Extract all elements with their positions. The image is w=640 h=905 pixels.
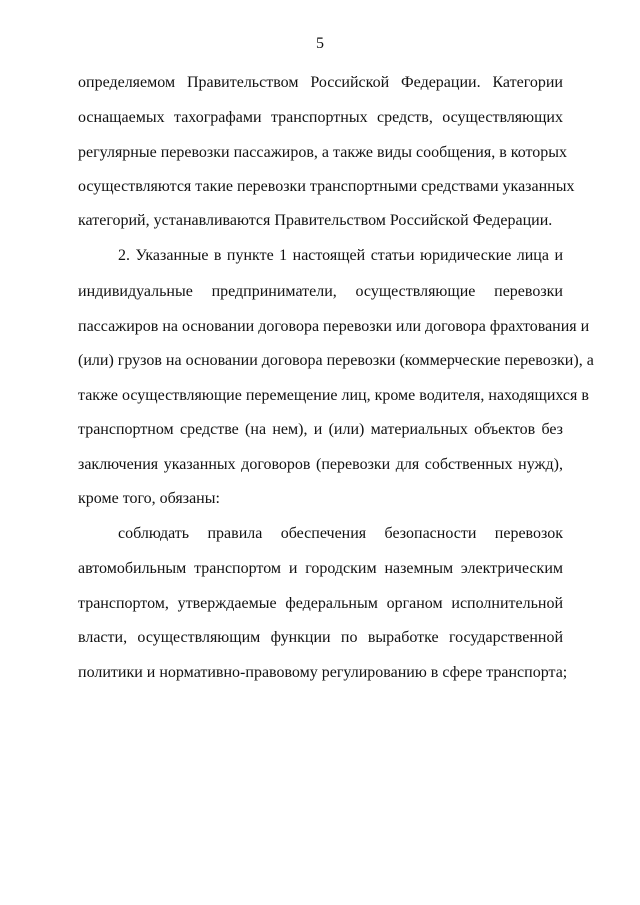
- text-line: транспортном средстве (на нем), и (или) материальных объектов без: [78, 421, 563, 438]
- text-line: (или) грузов на основании договора перевозки (коммерческие перевозки), а: [78, 352, 594, 369]
- text-line: кроме того, обязаны:: [78, 490, 220, 507]
- text-line: соблюдать правила обеспечения безопасности перевозок: [118, 525, 563, 542]
- text-line: регулярные перевозки пассажиров, а также виды сообщения, в которых: [78, 144, 568, 161]
- text-line: категорий, устанавливаются Правительством Российской Федерации.: [78, 212, 553, 229]
- text-line: также осуществляющие перемещение лиц, кроме водителя, находящихся в: [78, 387, 589, 404]
- text-line: оснащаемых тахографами транспортных средств, осуществляющих: [78, 109, 563, 126]
- text-line: заключения указанных договоров (перевозки для собственных нужд),: [78, 456, 563, 473]
- page-number: 5: [316, 35, 324, 52]
- text-line: пассажиров на основании договора перевозки или договора фрахтования и: [78, 318, 590, 335]
- text-line: власти, осуществляющим функции по выработке государственной: [78, 629, 563, 646]
- text-line: политики и нормативно-правовому регулированию в сфере транспорта;: [78, 664, 568, 681]
- text-line: автомобильным транспортом и городским наземным электрическим: [78, 560, 563, 577]
- text-line: индивидуальные предприниматели, осуществляющие перевозки: [78, 283, 563, 300]
- text-line: транспортом, утверждаемые федеральным органом исполнительной: [78, 595, 563, 612]
- text-line: определяемом Правительством Российской Федерации. Категории: [78, 74, 563, 91]
- text-line: осуществляются такие перевозки транспортными средствами указанных: [78, 178, 575, 195]
- text-line: 2. Указанные в пункте 1 настоящей статьи юридические лица и: [118, 247, 563, 264]
